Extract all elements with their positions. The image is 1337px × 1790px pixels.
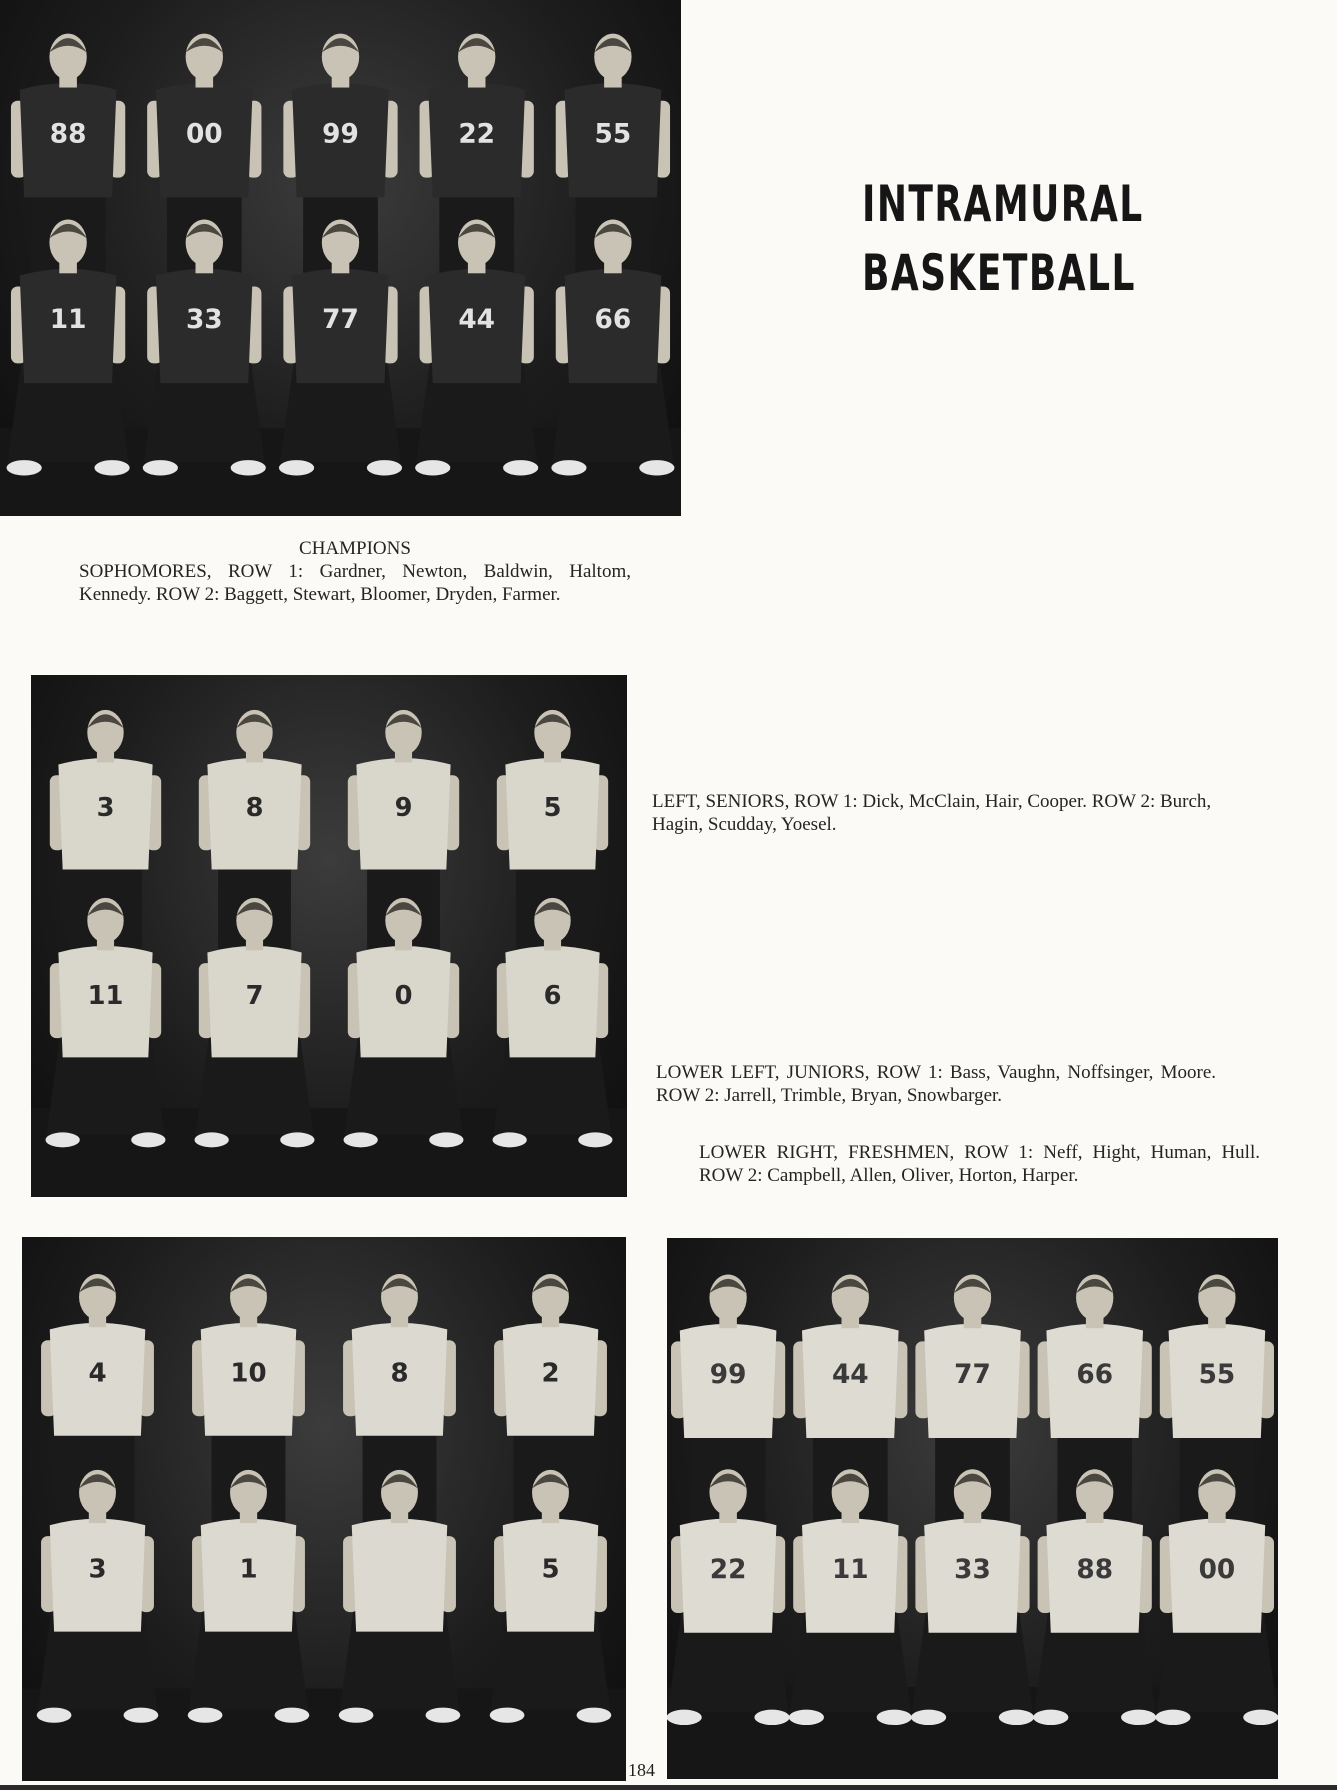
jersey-number: 88 xyxy=(1076,1554,1114,1585)
player-figure xyxy=(551,219,674,475)
jersey-number: 33 xyxy=(185,305,223,336)
player-figure xyxy=(911,1469,1034,1725)
jersey-number: 11 xyxy=(831,1554,869,1585)
photo-juniors-art xyxy=(22,1237,626,1781)
jersey-number: 88 xyxy=(49,119,87,150)
jersey-number: 55 xyxy=(1198,1360,1236,1391)
page-number: 184 xyxy=(628,1760,655,1780)
heading-line-2: BASKETBALL xyxy=(862,244,1136,302)
jersey-number: 4 xyxy=(88,1358,107,1389)
player-figure xyxy=(667,1469,790,1725)
caption-champions xyxy=(79,537,631,606)
caption-freshmen xyxy=(699,1141,1260,1187)
page-heading xyxy=(862,170,1144,308)
player-figure xyxy=(789,1469,912,1725)
jersey-number: 77 xyxy=(322,305,359,336)
jersey-number: 1 xyxy=(239,1554,258,1585)
player-figure xyxy=(493,898,613,1148)
jersey-number: 11 xyxy=(49,305,87,336)
jersey-number: 00 xyxy=(1198,1554,1236,1585)
jersey-number: 44 xyxy=(831,1360,869,1391)
player-figure xyxy=(279,219,402,475)
jersey-number: 10 xyxy=(230,1358,267,1389)
jersey-number: 55 xyxy=(594,119,632,150)
jersey-number: 99 xyxy=(709,1360,747,1391)
caption-champions-text: SOPHOMORES, ROW 1: Gardner, Newton, Baldwin, Haltom, Kennedy. ROW 2: Baggett, Stewart, Bloomer, Dryden, Farmer. xyxy=(79,561,631,605)
player-figure xyxy=(1033,1469,1156,1725)
player-figure xyxy=(7,219,130,475)
jersey-number: 5 xyxy=(543,792,562,823)
caption-seniors-text: LEFT, SENIORS, ROW 1: Dick, McClain, Hair, Cooper. ROW 2: Burch, Hagin, Scudday, Yoesel. xyxy=(652,791,1212,835)
jersey-number: 33 xyxy=(954,1554,991,1585)
jersey-number: 99 xyxy=(322,119,359,150)
jersey-number: 3 xyxy=(88,1554,107,1585)
player-figure xyxy=(143,219,266,475)
photo-sophomores-art xyxy=(0,0,681,516)
caption-champions-title: CHAMPIONS xyxy=(299,538,411,559)
caption-juniors-text: LOWER LEFT, JUNIORS, ROW 1: Bass, Vaughn, Noffsinger, Moore. ROW 2: Jarrell, Trimble, Bryan, Snowbarger. xyxy=(656,1062,1216,1106)
jersey-number: 5 xyxy=(541,1554,560,1585)
player-figure xyxy=(188,1470,310,1723)
photo-seniors xyxy=(31,675,627,1197)
jersey-number: 77 xyxy=(954,1360,991,1391)
caption-seniors xyxy=(652,790,1212,836)
player-figure xyxy=(415,219,538,475)
player-figure xyxy=(339,1470,461,1723)
player-figure xyxy=(37,1470,159,1723)
heading-line-1: INTRAMURAL xyxy=(862,175,1144,233)
jersey-number: 2 xyxy=(541,1358,560,1389)
player-figure xyxy=(1155,1469,1278,1725)
jersey-number: 8 xyxy=(390,1358,409,1389)
player-figure xyxy=(490,1470,612,1723)
player-figure xyxy=(344,898,464,1148)
jersey-number: 8 xyxy=(245,792,264,823)
jersey-number: 6 xyxy=(543,980,562,1011)
bottom-rule xyxy=(0,1785,1337,1790)
photo-freshmen xyxy=(667,1238,1278,1779)
jersey-number: 22 xyxy=(709,1554,747,1585)
jersey-number: 0 xyxy=(394,980,413,1011)
jersey-number: 44 xyxy=(458,305,496,336)
jersey-number: 00 xyxy=(185,119,223,150)
jersey-number: 3 xyxy=(96,792,115,823)
jersey-number: 66 xyxy=(594,305,632,336)
caption-freshmen-text: LOWER RIGHT, FRESHMEN, ROW 1: Neff, Hight, Human, Hull. ROW 2: Campbell, Allen, Oliver, Horton, Harper. xyxy=(699,1142,1260,1186)
jersey-number: 11 xyxy=(87,980,124,1011)
jersey-number: 66 xyxy=(1076,1360,1114,1391)
jersey-number: 22 xyxy=(458,119,496,150)
jersey-number: 7 xyxy=(245,980,264,1011)
caption-juniors xyxy=(656,1061,1216,1107)
photo-seniors-art xyxy=(31,675,627,1197)
photo-freshmen-art xyxy=(667,1238,1278,1779)
photo-sophomores xyxy=(0,0,681,516)
player-figure xyxy=(46,898,166,1148)
player-figure xyxy=(195,898,315,1148)
jersey-number: 9 xyxy=(394,792,413,823)
photo-juniors xyxy=(22,1237,626,1781)
